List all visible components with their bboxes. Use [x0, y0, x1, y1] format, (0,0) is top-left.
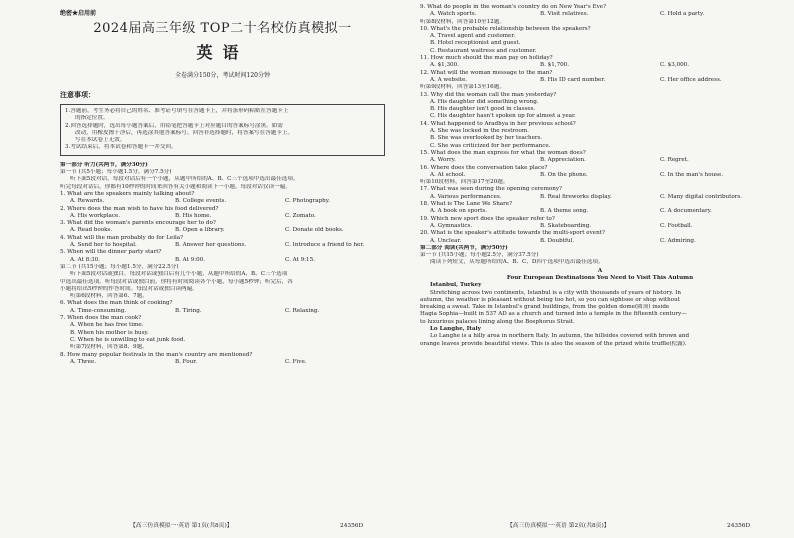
passage-line: autumn, the weather is pleasant without being too hot, so you can sightsee or shop without — [420, 296, 680, 303]
q3-options — [60, 227, 385, 234]
option: C. $3,000. — [660, 62, 689, 69]
question-2: 2. Where does the man wish to have his food delivered? — [60, 205, 219, 212]
question-line: 14. What happened to Aradhya in her previous school? — [420, 120, 576, 127]
option-row — [420, 157, 780, 164]
option: A. His workplace. — [70, 212, 121, 219]
option: C. In the man's house. — [660, 171, 724, 178]
notice-line: 改动，用橡皮擦干净后，再选涂其他答案标号。回答非选择题时，将答案写在答题卡上。 — [75, 129, 294, 136]
q4-options — [60, 242, 385, 249]
option: C. Regret. — [660, 157, 689, 164]
option: A. Send her to hospital. — [70, 242, 137, 249]
option: C. Many digital contributors. — [660, 193, 743, 200]
option: B. On the phone. — [540, 171, 588, 178]
footer-code: 24356D — [340, 523, 364, 529]
passage-line: orange leaves provide beautiful views. This is also the season of the prized white truffle(松露). — [420, 340, 687, 347]
option: A. Read books. — [70, 227, 113, 234]
option: C. Football. — [660, 222, 693, 229]
passage-line: to luxurious palaces lining along the Bosphorus Strait. — [420, 318, 575, 325]
notice-line: 写在本试卷上无效。 — [75, 137, 126, 144]
question-line: B. His daughter isn't good in classes. — [430, 106, 536, 113]
passage-line: breaking a sweat. Take in Istanbul's grand buildings, from the golden dome(圆顶) inside — [420, 304, 670, 311]
question-line: A. She was locked in the restroom. — [430, 128, 529, 135]
section1-instruction: 听下面5段对话。每段对话后有一个小题，从题中所给的A、B、C三个选项中选出最佳选项。 — [70, 176, 299, 183]
question-line: 第二部分 阅读(共两节，满分50分) — [420, 244, 508, 251]
footer-code: 24356D — [727, 523, 751, 529]
question-line: B. Hotel receptionist and guest. — [430, 40, 521, 47]
option: C. When he is unwilling to eat junk food. — [70, 336, 186, 343]
question-7: 7. When does the man cook? — [60, 315, 142, 322]
question-line: 17. What was seen during the opening ceremony? — [420, 186, 563, 193]
option-row — [420, 208, 780, 215]
notice-line: 的指定位置。 — [75, 115, 109, 122]
option-row — [420, 77, 780, 84]
option: A. A website. — [430, 76, 468, 83]
exam-title: 2024届高三年级 TOP二十名校仿真模拟一 — [93, 21, 352, 36]
option: B. Tiring. — [175, 307, 202, 314]
question-line: 11. How much should the man pay on holiday? — [420, 55, 553, 62]
option: C. Admiring. — [660, 237, 696, 244]
question-line: 19. Which new sport does the speaker refer to? — [420, 215, 555, 222]
section2-instruction: 听下面5段对话或独白。每段对话或独白后有几个小题，从题中所给的A、B、C三个选项 — [70, 271, 288, 278]
option-row — [420, 223, 780, 230]
option: B. Skateboarding. — [540, 222, 592, 229]
question-line: 9. What do people in the woman's country do on New Year's Eve? — [420, 4, 607, 10]
passage-line: Lo Langhe is a hilly area in northern Italy. In autumn, the hillsides covered with brown and — [430, 333, 690, 340]
question-line: A. His daughter did something wrong. — [430, 98, 539, 105]
option: A. At school. — [430, 171, 466, 178]
subject-title: 英语 — [196, 43, 249, 62]
question-line: 18. What is The Lane We Share? — [420, 201, 513, 208]
option: A. Gymnastics. — [430, 222, 473, 229]
question-line: B. She was overlooked by her teachers. — [430, 135, 543, 142]
question-line: 听第10段材料，回答第17至20题。 — [420, 179, 509, 186]
section1-heading: 第一节 (共5小题；每小题1.5分，满分7.5分) — [60, 169, 172, 176]
option: B. Appreciation. — [540, 157, 586, 164]
option-row — [420, 194, 780, 201]
option: A. At 8:30. — [70, 256, 100, 263]
page-footer: 【高三仿真模拟一·英语 第1页(共8页)】 — [130, 523, 233, 529]
option: A. Worry. — [430, 157, 456, 164]
place-heading: Istanbul, Turkey — [430, 282, 482, 289]
question-line: A. Travel agent and customer. — [430, 33, 516, 40]
q1-options — [60, 198, 385, 205]
option: A. A book on sports. — [430, 208, 488, 215]
option: B. $1,700. — [540, 62, 570, 69]
question-line: 听第8段材料，回答第10至12题。 — [420, 18, 505, 25]
option: A. Rewards. — [70, 198, 105, 205]
question-4: 4. What will the man probably do for Leila? — [60, 234, 184, 241]
option: A. Various performances. — [430, 193, 502, 200]
option: B. A theme song. — [540, 208, 589, 215]
option-row — [420, 11, 780, 18]
section2-instruction: 中选出最佳选项。听每段对话或独白前，你将有时间阅读各个小题，每小题5秒钟；听完后，各 — [60, 278, 293, 285]
question-1: 1. What are the speakers mainly talking about? — [60, 190, 195, 197]
question-line: 16. Where does the conversation take place? — [420, 164, 548, 171]
q8-options — [60, 359, 385, 366]
material-note: 听第7段材料，回答第8、9题。 — [70, 344, 148, 351]
part1-heading: 第一部分 听力(共两节，满分30分) — [60, 161, 148, 168]
page-right — [397, 0, 794, 538]
option-row — [420, 62, 780, 69]
option: A. $1,300. — [430, 62, 459, 69]
secret-label: 绝密★启用前 — [60, 10, 97, 17]
option: B. His home. — [175, 212, 212, 219]
option: B. Doubtful. — [540, 237, 575, 244]
option: C. At 9:15. — [285, 256, 315, 263]
option: B. Open a library. — [175, 227, 225, 234]
q2-options — [60, 213, 385, 220]
notice-line: 2.回答选择题时，选出每小题答案后，用铅笔把答题卡上对应题目的答案标号涂黑。如需 — [65, 122, 283, 129]
option: A. Three. — [70, 358, 97, 365]
option: B. Visit relatives. — [540, 11, 589, 18]
option: C. Introduce a friend to her. — [285, 242, 365, 249]
option: A. Time-consuming. — [70, 307, 127, 314]
question-line: 阅读下列短文，从每题所给的A、B、C、D四个选项中选出最佳选项。 — [430, 259, 604, 266]
question-line: 听第9段材料，回答第13至16题。 — [420, 84, 505, 91]
option: C. Relaxing. — [285, 307, 320, 314]
option: C. Hold a party. — [660, 11, 705, 18]
option: C. Zomato. — [285, 212, 316, 219]
notice-box — [60, 104, 385, 156]
question-5: 5. When will the dinner party start? — [60, 249, 162, 256]
question-6: 6. What does the man think of cooking? — [60, 300, 173, 307]
notice-line: 3.考试结束后，将本试卷和答题卡一并交回。 — [65, 144, 177, 151]
option: A. When he has free time. — [70, 322, 144, 329]
question-line: 20. What is the speaker's attitude towards the multi-sport event? — [420, 230, 605, 237]
page-footer: 【高三仿真模拟一·英语 第2页(共8页)】 — [507, 523, 610, 529]
left-column — [60, 14, 385, 366]
section1-instruction: 听完每段对话后，你都有10秒钟的时间来回答有关小题和阅读下一小题。每段对话仅读一遍。 — [60, 183, 291, 190]
section2-heading: 第二节 (共15小题；每小题1.5分，满分22.5分) — [60, 263, 179, 270]
option: A. Watch sports. — [430, 11, 477, 18]
option: C. Her office address. — [660, 76, 722, 83]
q6-options — [60, 308, 385, 315]
question-line: 10. What's the probable relationship between the speakers? — [420, 25, 591, 32]
right-column — [420, 4, 780, 348]
option: B. Four. — [175, 358, 198, 365]
right-question-list — [420, 4, 780, 267]
option: B. College events. — [175, 198, 227, 205]
question-line: 13. Why did the woman call the man yesterday? — [420, 91, 557, 98]
q5-options — [60, 257, 385, 264]
option: B. Real fireworks display. — [540, 193, 612, 200]
passage-letter: A — [597, 267, 603, 274]
passage-line: Hagia Sophia—built in 537 AD as a church and turned into a temple in the fifteenth century— — [420, 311, 687, 318]
option: B. His ID card number. — [540, 76, 606, 83]
option-row — [420, 172, 780, 179]
question-line: C. She was criticized for her performance. — [430, 142, 551, 149]
score-line: 全卷满分150分，考试时间120分钟 — [175, 72, 270, 79]
question-3: 3. What did the woman's parents encourage her to do? — [60, 220, 216, 227]
notice-line: 1.答题前，考生务必将自己的姓名、准考证号填写在答题卡上，并将条形码粘贴在答题卡上 — [65, 108, 289, 114]
option: B. Answer her questions. — [175, 242, 247, 249]
option-row — [420, 238, 780, 245]
section2-instruction: 小题将给出5秒钟的作答时间。每段对话或独白读两遍。 — [60, 285, 198, 292]
passage-title: Four European Destinations You Need to Visit This Autumn — [506, 274, 694, 281]
notice-title: 注意事项： — [60, 90, 95, 99]
question-line: 12. What will the woman message to the man? — [420, 69, 553, 76]
option: A. Unclear. — [430, 237, 462, 244]
place-heading: Lo Langhe, Italy — [430, 326, 481, 333]
question-8: 8. How many popular festivals in the man's country are mentioned? — [60, 351, 253, 358]
question-line: C. Restaurant waitress and customer. — [430, 47, 537, 54]
option: C. Photography. — [285, 198, 330, 205]
option: C. Donate old books. — [285, 227, 344, 234]
question-line: C. His daughter hasn't spoken up for almost a year. — [430, 113, 576, 120]
option: C. Five. — [285, 358, 307, 365]
question-line: 第一节 (共15小题；每小题2.5分，满分37.5分) — [420, 252, 539, 259]
option: B. At 9:00. — [175, 256, 205, 263]
question-line: 15. What does the man express for what the woman does? — [420, 149, 586, 156]
passage-line: Stretching across two continents, Istanbul is a city with thousands of years of history. In — [430, 289, 681, 296]
option: C. A documentary. — [660, 208, 712, 215]
section2-instruction: 听第6段材料，回答第6、7题。 — [70, 293, 148, 300]
option: B. When his mother is busy. — [70, 329, 149, 336]
